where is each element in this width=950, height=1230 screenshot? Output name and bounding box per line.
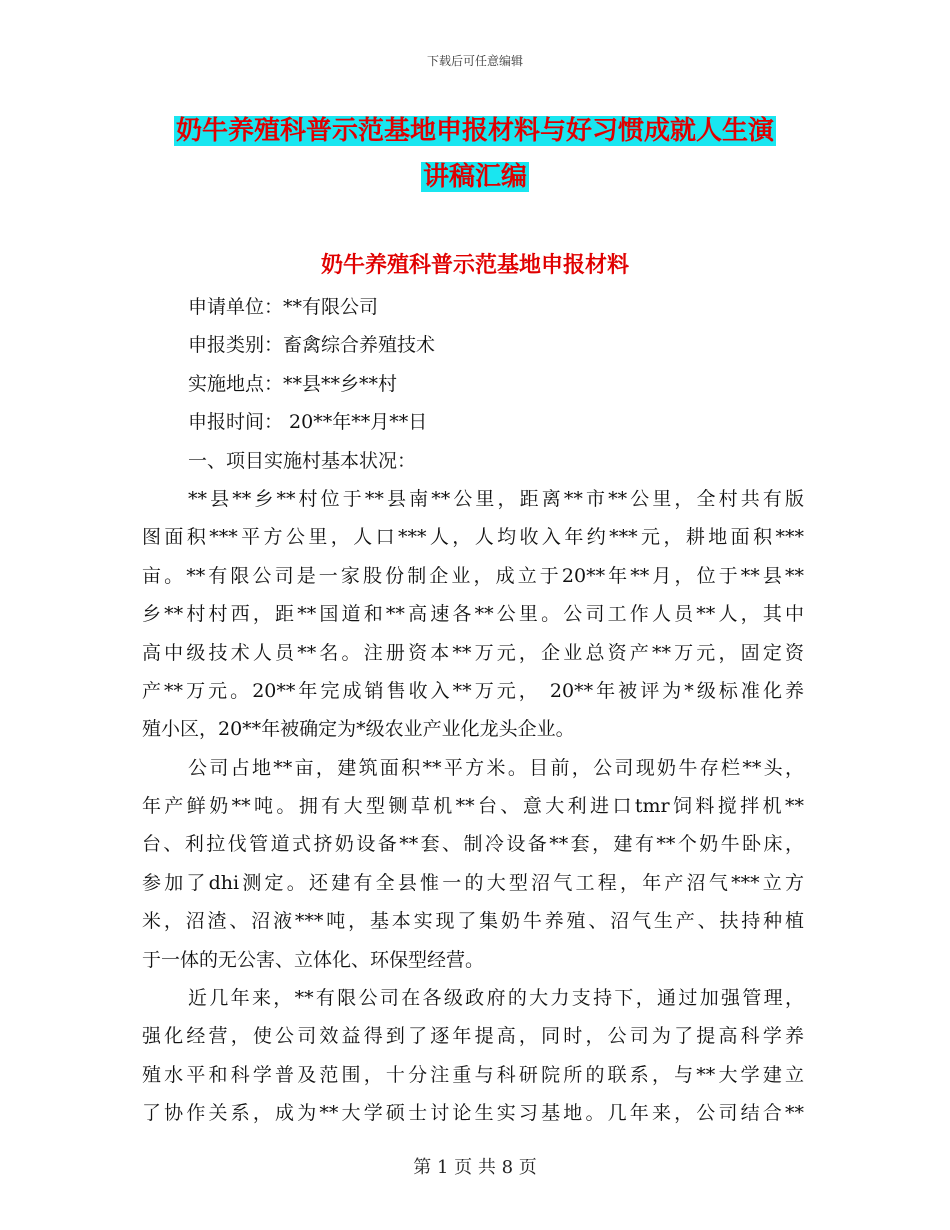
paragraph-line: 近几年来，**有限公司在各级政府的大力支持下，通过加强管理，: [188, 987, 804, 1010]
paragraph-line: 了协作关系，成为**大学硕士讨论生实习基地。几年来，公司结合**: [142, 1102, 804, 1125]
document-title: [130, 108, 820, 200]
document-title-line-1: 奶牛养殖科普示范基地申报材料与好习惯成就人生演: [175, 116, 774, 146]
document-body: [142, 288, 804, 1133]
field-category: 申报类别：畜禽综合养殖技术: [188, 334, 436, 357]
page-number: 第 1 页 共 8 页: [413, 1157, 537, 1178]
field-applicant: 申请单位：**有限公司: [188, 296, 379, 318]
section-heading-1: 一、项目实施村基本状况：: [188, 449, 417, 472]
paragraph-line: 台、利拉伐管道式挤奶设备**套、制冷设备**套，建有**个奶牛卧床，: [142, 833, 804, 856]
section-title: 奶牛养殖科普示范基地申报材料: [320, 253, 629, 278]
paragraph-line: 参加了dhi测定。还建有全县惟一的大型沼气工程，年产沼气***立方: [142, 871, 804, 894]
paragraph-line: 高中级技术人员**名。注册资本**万元，企业总资产**万元，固定资: [142, 641, 804, 664]
paragraph-line: 于一体的无公害、立体化、环保型经营。: [142, 948, 485, 971]
paragraph-line: 年产鲜奶**吨。拥有大型铡草机**台、意大利进口tmr饲料搅拌机**: [142, 795, 804, 818]
paragraph-2: [142, 749, 804, 979]
page-header-note: 下载后可任意编辑: [426, 54, 523, 68]
paragraph-line: 殖小区，20**年被确定为*级农业产业化龙头企业。: [142, 718, 575, 741]
field-location: 实施地点：**县**乡**村: [188, 372, 398, 395]
paragraph-line: 公司占地**亩，建筑面积**平方米。目前，公司现奶牛存栏**头，: [188, 756, 804, 779]
paragraph-line: 亩。**有限公司是一家股份制企业，成立于20**年**月，位于**县**: [142, 564, 804, 587]
paragraph-line: 乡**村村西，距**国道和**高速各**公里。公司工作人员**人，其中: [142, 603, 804, 626]
paragraph-line: 产**万元。20**年完成销售收入**万元， 20**年被评为*级标准化养: [142, 679, 804, 702]
document-title-line-2: 讲稿汇编: [422, 162, 527, 192]
paragraph-1: [142, 480, 804, 749]
paragraph-line: **县**乡**村位于**县南**公里，距离**市**公里，全村共有版: [188, 487, 804, 510]
field-date: 申报时间： 20**年**月**日: [188, 411, 428, 434]
paragraph-line: 米，沼渣、沼液***吨，基本实现了集奶牛养殖、沼气生产、扶持种植: [142, 910, 804, 933]
paragraph-line: 殖水平和科学普及范围，十分注重与科研院所的联系，与**大学建立: [142, 1063, 804, 1086]
paragraph-line: 图面积***平方公里，人口***人，人均收入年约***元，耕地面积***: [142, 526, 804, 549]
paragraph-line: 强化经营，使公司效益得到了逐年提高，同时，公司为了提高科学养: [142, 1025, 804, 1048]
paragraph-3: [142, 979, 804, 1133]
